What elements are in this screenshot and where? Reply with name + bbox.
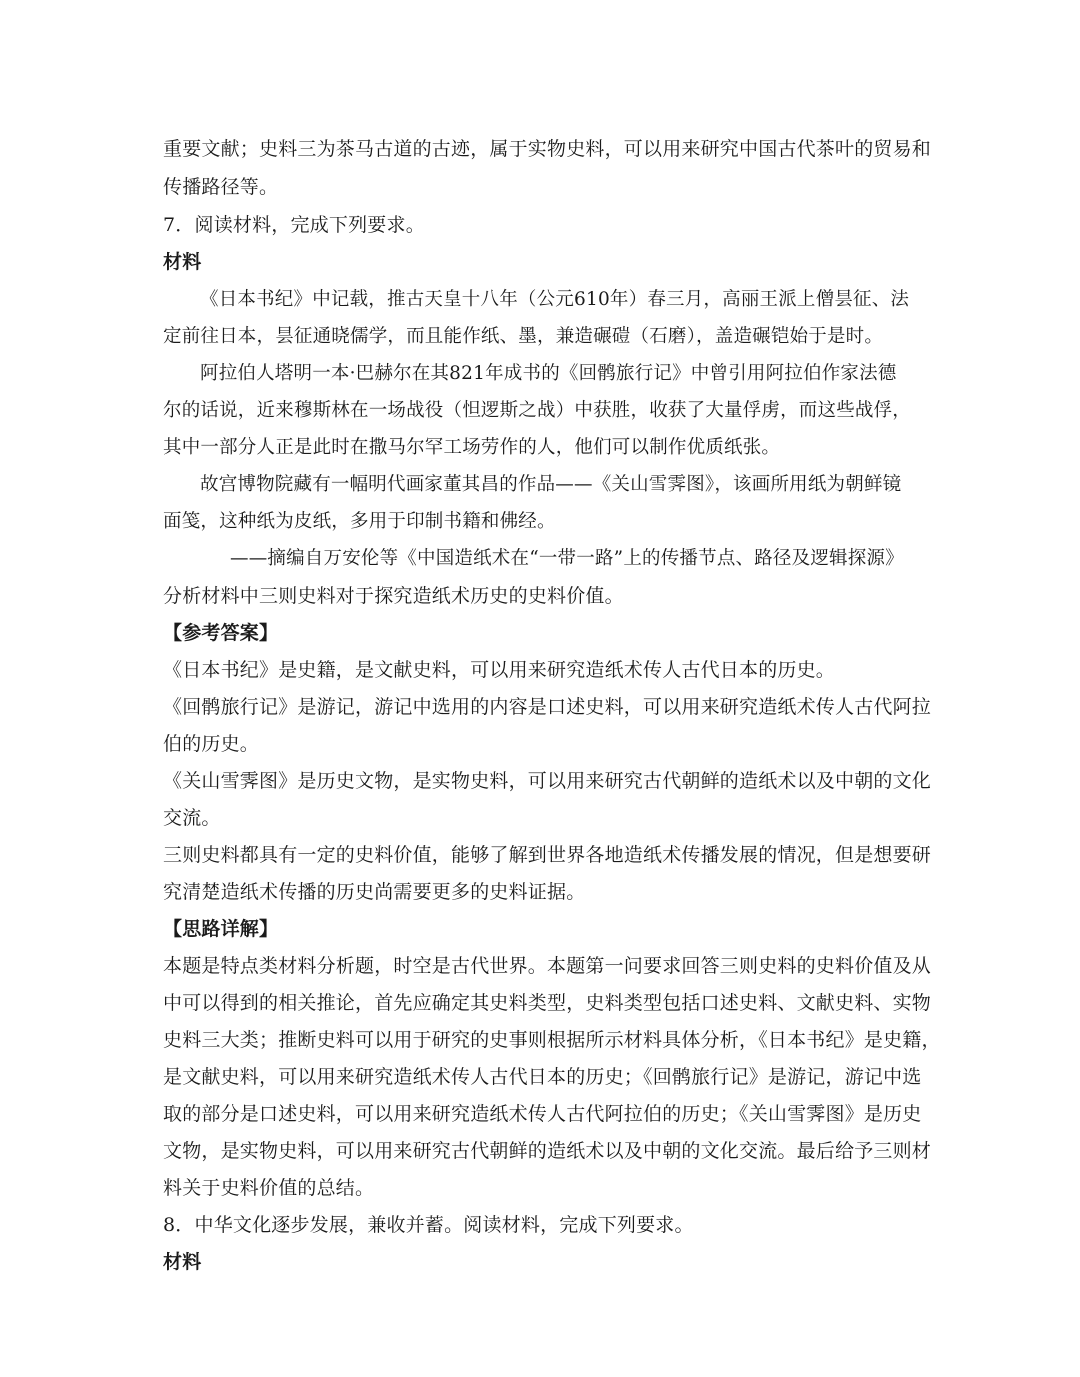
prev-answer-line-1: 重要文献；史料三为茶马古道的古迹，属于实物史料，可以用来研究中国古代茶叶的贸易和 [163, 138, 932, 160]
answer-heading: 【参考答案】 [163, 622, 279, 644]
material-source: ——摘编自万安伦等《中国造纸术在“一带一路”上的传播节点、路径及逻辑探源》 [230, 548, 904, 569]
material-para-1-line-2: 定前往日本，昙征通晓儒学，而且能作纸、墨，兼造碾磑（石磨），盖造碾铠始于是时。 [163, 326, 884, 347]
explain-line-7: 料关于史料价值的总结。 [163, 1177, 375, 1199]
answer-1: 《日本书纪》是史籍，是文献史料，可以用来研究造纸术传人古代日本的历史。 [163, 659, 836, 681]
question-8-prompt: 8．中华文化逐步发展，兼收并蓄。阅读材料，完成下列要求。 [163, 1214, 694, 1236]
question-7-task: 分析材料中三则史料对于探究造纸术历史的史料价值。 [163, 585, 624, 607]
material-para-2-line-3: 其中一部分人正是此时在撒马尔罕工场劳作的人，他们可以制作优质纸张。 [163, 437, 781, 458]
material-para-2-line-2: 尔的话说，近来穆斯林在一场战役（怛逻斯之战）中获胜，收获了大量俘虏，而这些战俘， [163, 400, 912, 421]
answer-4-line-1: 三则史料都具有一定的史料价值，能够了解到世界各地造纸术传播发展的情况，但是想要研 [163, 844, 932, 866]
answer-2-line-1: 《回鹘旅行记》是游记，游记中选用的内容是口述史料，可以用来研究造纸术传人古代阿拉 [163, 696, 932, 718]
answer-3-line-2: 交流。 [163, 807, 221, 829]
question-8-material-heading: 材料 [163, 1251, 202, 1273]
prev-answer-line-2: 传播路径等。 [163, 176, 279, 198]
answer-2-line-2: 伯的历史。 [163, 733, 260, 755]
answer-4-line-2: 究清楚造纸术传播的历史尚需要更多的史料证据。 [163, 881, 586, 903]
question-7-prompt: 7．阅读材料，完成下列要求。 [163, 214, 425, 236]
explain-line-6: 文物，是实物史料，可以用来研究古代朝鲜的造纸术以及中朝的文化交流。最后给予三则材 [163, 1140, 932, 1162]
question-7-material-heading: 材料 [163, 251, 202, 273]
answer-3-line-1: 《关山雪霁图》是历史文物，是实物史料，可以用来研究古代朝鲜的造纸术以及中朝的文化 [163, 770, 932, 792]
explain-line-3: 史料三大类；推断史料可以用于研究的史事则根据所示材料具体分析，《日本书纪》是史籍， [163, 1029, 941, 1051]
explain-heading: 【思路详解】 [163, 918, 279, 940]
explain-line-1: 本题是特点类材料分析题，时空是古代世界。本题第一问要求回答三则史料的史料价值及从 [163, 955, 932, 977]
material-para-2-line-1: 阿拉伯人塔明一本·巴赫尔在其821年成书的《回鹘旅行记》中曾引用阿拉伯作家法德 [200, 363, 897, 384]
material-para-1-line-1: 《日本书纪》中记载，推古天皇十八年（公元610年）春三月，高丽王派上僧昙征、法 [200, 289, 910, 310]
explain-line-5: 取的部分是口述史料，可以用来研究造纸术传人古代阿拉伯的历史；《关山雪霁图》是历史 [163, 1103, 922, 1125]
material-para-3-line-2: 面笺，这种纸为皮纸，多用于印制书籍和佛经。 [163, 511, 556, 532]
explain-line-4: 是文献史料，可以用来研究造纸术传人古代日本的历史；《回鹘旅行记》是游记，游记中选 [163, 1066, 922, 1088]
material-para-3-line-1: 故宫博物院藏有一幅明代画家董其昌的作品——《关山雪霁图》，该画所用纸为朝鲜镜 [200, 474, 902, 495]
explain-line-2: 中可以得到的相关推论，首先应确定其史料类型，史料类型包括口述史料、文献史料、实物 [163, 992, 932, 1014]
